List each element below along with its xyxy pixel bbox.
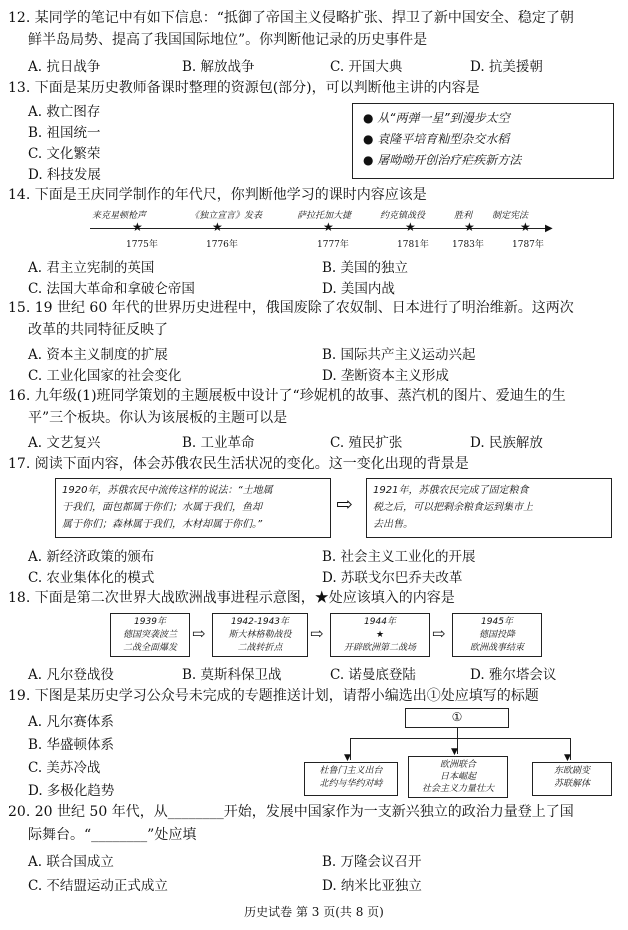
- q18-option-c: C. 诺曼底登陆: [330, 667, 416, 683]
- page-footer: 历史试卷 第 3 页(共 8 页): [244, 905, 384, 919]
- q18-flow-box: 1939年 德国突袭波兰 二战全面爆发: [110, 613, 190, 657]
- q13-box-item: ● 屠呦呦开创治疗疟疾新方法: [363, 153, 522, 167]
- q17-option-a: A. 新经济政策的颁布: [28, 549, 155, 565]
- timeline-year: 1776年: [206, 240, 238, 250]
- q18-flow-box: 1945年 德国投降 欧洲战事结束: [452, 613, 542, 657]
- timeline-event: 约克镇战役: [380, 211, 426, 221]
- q15-option-a: A. 资本主义制度的扩展: [28, 347, 168, 363]
- q20-option-b: B. 万隆会议召开: [322, 854, 422, 870]
- q19-tree-diagram: [300, 708, 618, 798]
- timeline-year: 1781年: [397, 240, 429, 250]
- q13-box-item: ● 袁隆平培育籼型杂交水稻: [363, 132, 510, 146]
- q18-flow-box: 1944年 ★ 开辟欧洲第二战场: [330, 613, 430, 657]
- q19-title-placeholder: ①: [405, 708, 509, 728]
- arrow-right-icon: ⇨: [192, 624, 206, 643]
- q19-option-b: B. 华盛顿体系: [28, 737, 115, 753]
- q18-stem: 18. 下面是第二次世界大战欧洲战事进程示意图，★处应该填入的内容是: [8, 590, 455, 606]
- timeline-event: 制定宪法: [492, 211, 529, 221]
- timeline-event: 《独立宣言》发表: [190, 211, 263, 221]
- q12-option-b: B. 解放战争: [182, 59, 255, 75]
- q13-option-d: D. 科技发展: [28, 167, 101, 183]
- q19-branch-box: 东欧剧变 苏联解体: [532, 762, 612, 796]
- q15-option-c: C. 工业化国家的社会变化: [28, 368, 182, 384]
- timeline-year: 1775年: [126, 240, 158, 250]
- q18-flow-box: 1942-1943年 斯大林格勒战役 二战转折点: [212, 613, 308, 657]
- q16-option-a: A. 文艺复兴: [28, 435, 101, 451]
- q16-option-c: C. 殖民扩张: [330, 435, 403, 451]
- q16-stem-line1: 16. 九年级(1)班同学策划的主题展板中设计了“珍妮机的故事、蒸汽机的图片、爱迪生的生: [8, 388, 566, 404]
- q17-quote-box-1921: [366, 478, 612, 538]
- q13-box-item: ● 从“两弹一星”到漫步太空: [363, 111, 510, 125]
- q12-option-d: D. 抗美援朝: [470, 59, 543, 75]
- star-icon: ★: [405, 220, 416, 234]
- timeline-event: 胜利: [454, 211, 473, 221]
- arrow-right-icon: ⇨: [432, 624, 446, 643]
- q20-stem-line2: 际舞台。“________”处应填: [28, 827, 197, 843]
- box-line: 去出售。: [373, 519, 413, 530]
- arrow-down-icon: ▼: [564, 753, 571, 763]
- q13-option-b: B. 祖国统一: [28, 125, 101, 141]
- q15-stem-line2: 改革的共同特征反映了: [28, 322, 168, 338]
- arrow-right-icon: ⇨: [336, 492, 353, 516]
- q19-branch-box: 杜鲁门主义出台 北约与华约对峙: [304, 762, 398, 796]
- q18-option-b: B. 莫斯科保卫战: [182, 667, 282, 683]
- q19-option-a: A. 凡尔赛体系: [28, 714, 114, 730]
- arrow-down-icon: ▼: [451, 747, 458, 757]
- q13-option-a: A. 救亡图存: [28, 104, 101, 120]
- q14-timeline: ▶ 来克星顿枪声 《独立宣言》发表 萨拉托加大捷 约克镇战役 胜利 制定宪法 ★ ★ ★ ★ ★ ★ 1775年 1776年 1777年 1781年 1783年 1787年: [90, 205, 560, 255]
- q14-stem: 14. 下面是王庆同学制作的年代尺，你判断他学习的课时内容应该是: [8, 187, 427, 203]
- box-line: 税之后，可以把剩余粮食运到集市上: [373, 502, 533, 513]
- q19-branch-box: 欧洲联合 日本崛起 社会主义力量壮大: [408, 756, 508, 798]
- star-icon: ★: [132, 220, 143, 234]
- q19-option-d: D. 多极化趋势: [28, 783, 115, 799]
- arrow-right-icon: ⇨: [310, 624, 324, 643]
- timeline-year: 1777年: [317, 240, 349, 250]
- q13-stem: 13. 下面是某历史教师备课时整理的资源包(部分)，可以判断他主讲的内容是: [8, 80, 480, 96]
- q18-option-a: A. 凡尔登战役: [28, 667, 114, 683]
- q20-option-a: A. 联合国成立: [28, 854, 114, 870]
- star-icon: ★: [375, 630, 385, 640]
- q12-option-a: A. 抗日战争: [28, 59, 101, 75]
- q12-stem-line1: 12. 某同学的笔记中有如下信息：“抵御了帝国主义侵略扩张、捍卫了新中国安全、稳定了朝: [8, 10, 574, 26]
- box-line: 属于你们；森林属于我们，木材却属于你们。”: [62, 519, 263, 530]
- q12-stem-line2: 鲜半岛局势、提高了我国国际地位”。你判断他记录的历史事件是: [28, 32, 428, 48]
- q17-stem: 17. 阅读下面内容，体会苏俄农民生活状况的变化。这一变化出现的背景是: [8, 456, 469, 472]
- arrow-down-icon: ▼: [344, 753, 351, 763]
- q12-option-c: C. 开国大典: [330, 59, 403, 75]
- q16-stem-line2: 平”三个板块。你认为该展板的主题可以是: [28, 410, 288, 426]
- q15-option-d: D. 垄断资本主义形成: [322, 368, 449, 384]
- q13-resource-box: [352, 103, 614, 179]
- star-icon: ★: [212, 220, 223, 234]
- q14-option-c: C. 法国大革命和拿破仑帝国: [28, 281, 195, 297]
- q17-option-c: C. 农业集体化的模式: [28, 570, 155, 586]
- q17-option-d: D. 苏联戈尔巴乔夫改革: [322, 570, 463, 586]
- q20-stem-line1: 20. 20 世纪 50 年代，从________开始，发展中国家作为一支新兴独立的政治力量登上了国: [8, 804, 574, 820]
- box-line: 于我们，面包都属于你们；水属于我们，鱼却: [62, 502, 262, 513]
- q18-option-d: D. 雅尔塔会议: [470, 667, 557, 683]
- q15-stem-line1: 15. 19 世纪 60 年代的世界历史进程中，俄国废除了农奴制、日本进行了明治维新。这两次: [8, 300, 574, 316]
- q14-option-b: B. 美国的独立: [322, 260, 409, 276]
- box-line: 1920年，苏俄农民中流传这样的说法：“土地属: [62, 485, 273, 496]
- q17-quote-box-1920: [55, 478, 331, 538]
- q16-option-b: B. 工业革命: [182, 435, 255, 451]
- q17-option-b: B. 社会主义工业化的开展: [322, 549, 476, 565]
- q14-option-d: D. 美国内战: [322, 281, 395, 297]
- q15-option-b: B. 国际共产主义运动兴起: [322, 347, 476, 363]
- q20-option-c: C. 不结盟运动正式成立: [28, 878, 168, 894]
- star-icon: ★: [520, 220, 531, 234]
- q14-option-a: A. 君主立宪制的英国: [28, 260, 155, 276]
- timeline-year: 1787年: [512, 240, 544, 250]
- star-icon: ★: [323, 220, 334, 234]
- star-icon: ★: [464, 220, 475, 234]
- q20-option-d: D. 纳米比亚独立: [322, 878, 422, 894]
- q16-option-d: D. 民族解放: [470, 435, 543, 451]
- q13-option-c: C. 文化繁荣: [28, 146, 101, 162]
- timeline-event: 来克星顿枪声: [92, 211, 147, 221]
- q19-stem: 19. 下图是某历史学习公众号未完成的专题推送计划，请帮小编选出①处应填写的标题: [8, 688, 539, 704]
- timeline-event: 萨拉托加大捷: [297, 211, 352, 221]
- box-line: 1921年，苏俄农民完成了固定粮食: [373, 485, 529, 496]
- timeline-year: 1783年: [452, 240, 484, 250]
- q19-option-c: C. 美苏冷战: [28, 760, 101, 776]
